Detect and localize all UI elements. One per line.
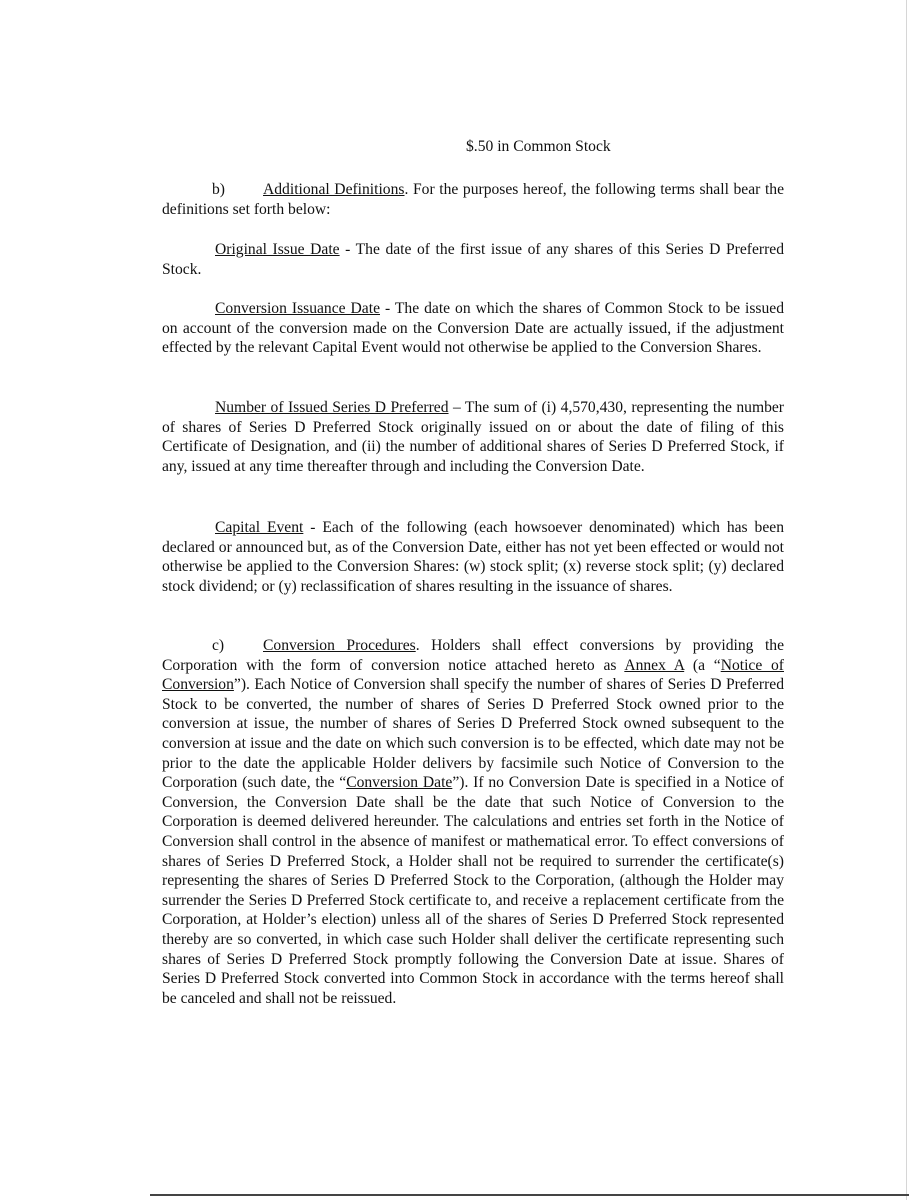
term-original-issue-date: Original Issue Date <box>215 241 340 258</box>
definition-text-capital-event: - Each of the following (each howsoever denominated) which has been declared or announced but, as of the Conversion Date, either has not yet been effected or would not otherwise be applied to the Conversion Shares: (w) stock split; (x) reverse stock split; (y) declared stock dividend; or (y) reclassification of shares resulting in the issuance of shares. <box>162 519 784 595</box>
term-conversion-issuance-date: Conversion Issuance Date <box>215 300 380 317</box>
section-c-text-4: ”). If no Conversion Date is specified in a Notice of Conversion, the Conversion Date shall be the date that such Notice of Conversion to the Corporation is deemed delivered hereunder. The calculations and entries set forth in the Notice of Conversion shall control in the absence of manifest or mathematical error. To effect conversions of shares of Series D Preferred Stock, a Holder shall not be required to surrender the certificate(s) representing the shares of Series D Preferred Stock to the Corporation, (although the Holder may surrender the Series D Preferred Stock certificate to, and receive a replacement certificate from the Corporation, at Holder’s election) unless all of the shares of Series D Preferred Stock represented thereby are so converted, in which case such Holder shall deliver the certificate representing such shares of Series D Preferred Stock promptly following the Conversion Date at issue. Shares of Series D Preferred Stock converted into Common Stock in accordance with the terms hereof shall be canceled and shall not be reissued. <box>162 774 784 1007</box>
term-number-of-issued-series-d: Number of Issued Series D Preferred <box>215 399 449 416</box>
conversion-date-term: Conversion Date <box>346 774 453 792</box>
section-c-text-3: ”). Each Notice of Conversion shall specify the number of shares of Series D Preferred Stock to be converted, the number of shares of Series D Preferred Stock owned prior to the conversion at issue, the number of shares of Series D Preferred Stock owned subsequent to the conversion at issue and the date on which such conversion is to be effected, which date may not be prior to the date the applicable Holder delivers by facsimile such Notice of Conversion to the Corporation (such date, the “ <box>162 676 784 792</box>
definition-text-conversion-issuance-date: - The date on which the shares of Common Stock to be issued on account of the conversion made on the Conversion Date are actually issued, if the adjustment effected by the relevant Capital Event would not otherwise be applied to the Conversion Shares. <box>162 300 785 357</box>
section-c-title: Conversion Procedures <box>263 637 416 654</box>
page-header: $.50 in Common Stock <box>466 138 611 155</box>
definition-original-issue-date <box>162 240 784 279</box>
definition-conversion-issuance-date <box>162 299 784 358</box>
section-b-marker: b) <box>212 181 225 198</box>
section-b-paragraph <box>162 180 784 219</box>
section-c-paragraph <box>162 636 784 1008</box>
scan-edge-right <box>906 0 907 1200</box>
section-b-title: Additional Definitions <box>263 181 405 198</box>
section-c-text-2: (a “ <box>684 656 721 674</box>
term-capital-event: Capital Event <box>215 519 304 536</box>
section-c-marker: c) <box>212 637 225 654</box>
section-c-text-1: . Holders shall effect conversions by providing the Corporation with the form of conversion notice attached hereto as <box>162 637 784 674</box>
definition-number-of-issued-series-d <box>162 398 784 476</box>
section-b-body: . For the purposes hereof, the following terms shall bear the definitions set forth below: <box>162 181 784 218</box>
definition-capital-event <box>162 518 784 596</box>
notice-of-conversion-term: Notice of Conversion <box>162 656 784 694</box>
scan-edge-bottom <box>150 1194 909 1196</box>
definition-text-number-of-issued-series-d: – The sum of (i) 4,570,430, representing the number of shares of Series D Preferred Stock originally issued on or about the date of filing of this Certificate of Designation, and (ii) the number of additional shares of Series D Preferred Stock, if any, issued at any time thereafter through and including the Conversion Date. <box>162 399 784 475</box>
definition-text-original-issue-date: - The date of the first issue of any shares of this Series D Preferred Stock. <box>162 241 784 278</box>
annex-a-reference: Annex A <box>624 656 685 674</box>
